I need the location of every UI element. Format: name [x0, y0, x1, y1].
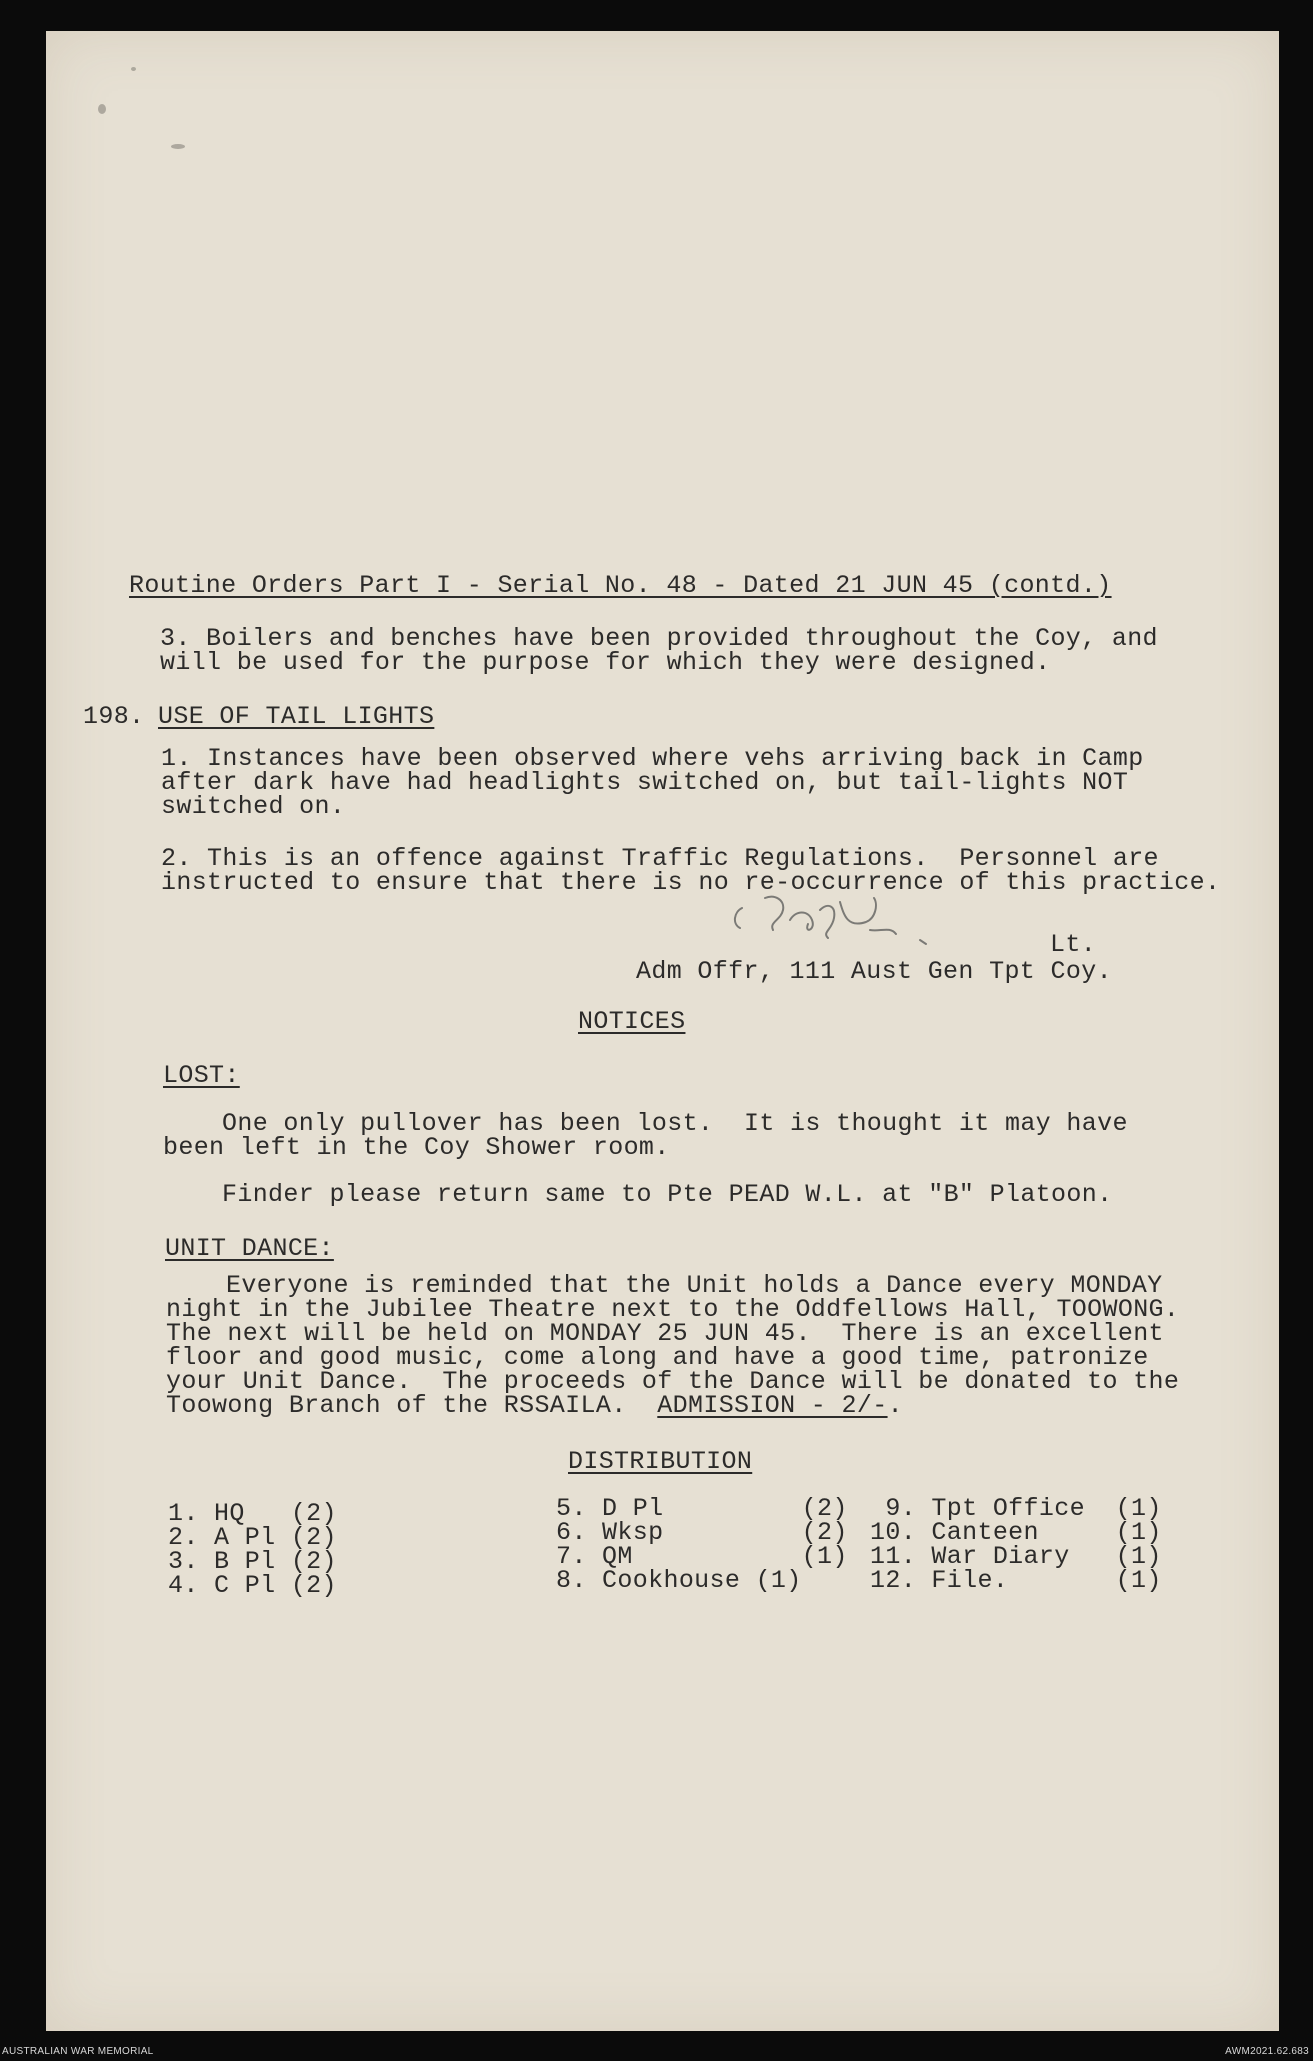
pin-hole-mark: [171, 144, 185, 149]
distribution-col-1-item: 3. B Pl (2): [168, 1547, 337, 1576]
unit-dance-heading: UNIT DANCE:: [165, 1234, 334, 1263]
distribution-col-2-item: 7. QM (1): [556, 1542, 848, 1571]
footer-reference: AWM2021.62.683: [1225, 2046, 1309, 2057]
unit-dance-line-4: floor and good music, come along and have a good time, patronize: [166, 1343, 1149, 1372]
lost-line-2: been left in the Coy Shower room.: [163, 1133, 670, 1162]
handwritten-signature: [720, 890, 1000, 960]
unit-dance-line-2: night in the Jubilee Theatre next to the Oddfellows Hall, TOOWONG.: [166, 1295, 1180, 1324]
para-lights-1-line-1: 1. Instances have been observed where vehs arriving back in Camp: [161, 744, 1144, 773]
section-198-number: 198.: [83, 702, 145, 731]
unit-dance-line-3: The next will be held on MONDAY 25 JUN 45. There is an excellent: [166, 1319, 1164, 1348]
header-line: Routine Orders Part I - Serial No. 48 - Dated 21 JUN 45 (contd.): [129, 571, 1112, 600]
distribution-col-3-item: 9. Tpt Office (1): [870, 1494, 1162, 1523]
section-198-title: USE OF TAIL LIGHTS: [158, 702, 435, 731]
distribution-col-2-item: 8. Cookhouse (1): [556, 1566, 802, 1595]
para-boilers-line-2: will be used for the purpose for which they were designed.: [160, 648, 1051, 677]
signature-office: Adm Offr, 111 Aust Gen Tpt Coy.: [636, 957, 1112, 986]
para-boilers-line-1: 3. Boilers and benches have been provided throughout the Coy, and: [160, 624, 1158, 653]
pin-hole-mark: [98, 104, 106, 114]
signature-rank: Lt.: [1050, 930, 1097, 959]
unit-dance-line-1: Everyone is reminded that the Unit holds a Dance every MONDAY: [226, 1271, 1163, 1300]
notices-heading: NOTICES: [578, 1007, 686, 1036]
pin-hole-mark: [131, 67, 136, 71]
para-lights-1-line-3: switched on.: [161, 792, 346, 821]
distribution-col-3-item: 11. War Diary (1): [870, 1542, 1162, 1571]
para-lights-1-line-2: after dark have had headlights switched on, but tail-lights NOT: [161, 768, 1129, 797]
unit-dance-line-6: [166, 1391, 903, 1420]
distribution-col-1-item: 1. HQ (2): [168, 1499, 337, 1528]
footer-source: AUSTRALIAN WAR MEMORIAL: [2, 2046, 154, 2057]
distribution-col-1-item: 4. C Pl (2): [168, 1571, 337, 1600]
para-lights-2-line-2: instructed to ensure that there is no re-occurrence of this practice.: [161, 868, 1221, 897]
admission-end: .: [887, 1391, 903, 1420]
distribution-col-3-item: 12. File. (1): [870, 1566, 1162, 1595]
distribution-heading: DISTRIBUTION: [568, 1447, 753, 1476]
para-lights-2-line-1: 2. This is an offence against Traffic Regulations. Personnel are: [161, 844, 1159, 873]
distribution-col-3-item: 10. Canteen (1): [870, 1518, 1162, 1547]
lost-heading: LOST:: [163, 1061, 240, 1090]
distribution-col-2-item: 6. Wksp (2): [556, 1518, 848, 1547]
lost-line-1: One only pullover has been lost. It is thought it may have: [222, 1109, 1128, 1138]
unit-dance-line-5: your Unit Dance. The proceeds of the Dance will be donated to the: [166, 1367, 1180, 1396]
unit-dance-last-line: Toowong Branch of the RSSAILA.: [166, 1391, 658, 1420]
distribution-col-2-item: 5. D Pl (2): [556, 1494, 848, 1523]
lost-finder: Finder please return same to Pte PEAD W.L. at "B" Platoon.: [222, 1180, 1113, 1209]
admission-price: ADMISSION - 2/-: [657, 1391, 888, 1420]
distribution-col-1-item: 2. A Pl (2): [168, 1523, 337, 1552]
